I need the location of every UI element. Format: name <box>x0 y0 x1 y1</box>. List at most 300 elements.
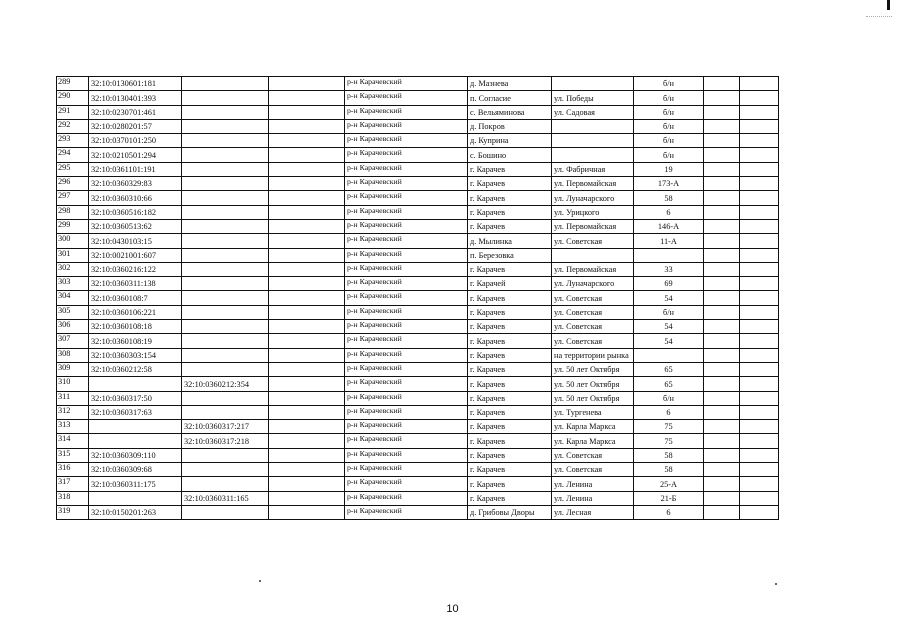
empty-cell <box>704 91 740 105</box>
empty-cell <box>704 420 740 434</box>
related-cadastral-number-cell <box>182 320 269 334</box>
related-cadastral-number-cell <box>182 505 269 519</box>
house-number-cell <box>634 348 704 362</box>
empty-cell <box>269 277 345 291</box>
row-number-cell: 316 <box>57 463 89 477</box>
row-number-cell: 293 <box>57 134 89 148</box>
street-cell: ул. Луначарского <box>552 191 634 205</box>
row-number-cell: 319 <box>57 505 89 519</box>
district-cell: р-н Карачевский <box>345 291 468 305</box>
empty-cell <box>269 305 345 319</box>
empty-cell <box>704 148 740 162</box>
cadastral-number-cell: 32:10:0430103:15 <box>89 234 182 248</box>
row-number-cell: 317 <box>57 477 89 491</box>
cadastral-number-cell: 32:10:0360310:66 <box>89 191 182 205</box>
row-number-cell: 311 <box>57 391 89 405</box>
empty-cell <box>740 134 779 148</box>
empty-cell <box>704 177 740 191</box>
locality-cell: г. Карачев <box>468 477 552 491</box>
house-number-cell: 6 <box>634 505 704 519</box>
locality-cell: г. Карачев <box>468 448 552 462</box>
empty-cell <box>740 191 779 205</box>
empty-cell <box>740 348 779 362</box>
related-cadastral-number-cell <box>182 105 269 119</box>
related-cadastral-number-cell <box>182 119 269 133</box>
locality-cell: п. Березовка <box>468 248 552 262</box>
page-number: 10 <box>446 603 459 615</box>
locality-cell: г. Карачев <box>468 291 552 305</box>
registry-table <box>56 76 779 520</box>
district-cell: р-н Карачевский <box>345 362 468 376</box>
empty-cell <box>740 119 779 133</box>
street-cell: ул. Первомайская <box>552 262 634 276</box>
street-cell <box>552 119 634 133</box>
empty-cell <box>704 362 740 376</box>
district-cell: р-н Карачевский <box>345 420 468 434</box>
street-cell: ул. Советская <box>552 334 634 348</box>
house-number-cell: 11-А <box>634 234 704 248</box>
scan-speck <box>259 580 261 582</box>
empty-cell <box>740 420 779 434</box>
district-cell: р-н Карачевский <box>345 77 468 91</box>
district-cell: р-н Карачевский <box>345 477 468 491</box>
empty-cell <box>704 277 740 291</box>
empty-cell <box>740 334 779 348</box>
empty-cell <box>704 334 740 348</box>
district-cell: р-н Карачевский <box>345 162 468 176</box>
empty-cell <box>269 491 345 505</box>
empty-cell <box>269 105 345 119</box>
empty-cell <box>269 262 345 276</box>
row-number-cell: 297 <box>57 191 89 205</box>
cadastral-number-cell: 32:10:0360303:154 <box>89 348 182 362</box>
cadastral-number-cell: 32:10:0361101:191 <box>89 162 182 176</box>
house-number-cell: 54 <box>634 291 704 305</box>
cadastral-number-cell: 32:10:0021001:607 <box>89 248 182 262</box>
cadastral-number-cell: 32:10:0360212:58 <box>89 362 182 376</box>
related-cadastral-number-cell <box>182 191 269 205</box>
row-number-cell: 303 <box>57 277 89 291</box>
row-number-cell: 312 <box>57 405 89 419</box>
district-cell: р-н Карачевский <box>345 305 468 319</box>
empty-cell <box>740 362 779 376</box>
empty-cell <box>269 291 345 305</box>
house-number-cell: 19 <box>634 162 704 176</box>
table-row <box>57 505 779 519</box>
related-cadastral-number-cell <box>182 448 269 462</box>
row-number-cell: 302 <box>57 262 89 276</box>
locality-cell: г. Карачев <box>468 491 552 505</box>
empty-cell <box>269 148 345 162</box>
empty-cell <box>269 191 345 205</box>
district-cell: р-н Карачевский <box>345 491 468 505</box>
empty-cell <box>704 219 740 233</box>
row-number-cell: 307 <box>57 334 89 348</box>
house-number-cell: 69 <box>634 277 704 291</box>
cadastral-number-cell: 32:10:0360309:110 <box>89 448 182 462</box>
empty-cell <box>704 405 740 419</box>
empty-cell <box>704 491 740 505</box>
table-row <box>57 477 779 491</box>
empty-cell <box>704 391 740 405</box>
empty-cell <box>740 277 779 291</box>
empty-cell <box>704 191 740 205</box>
related-cadastral-number-cell <box>182 463 269 477</box>
table-row <box>57 219 779 233</box>
table-row <box>57 105 779 119</box>
related-cadastral-number-cell <box>182 219 269 233</box>
empty-cell <box>269 434 345 448</box>
empty-cell <box>704 463 740 477</box>
district-cell: р-н Карачевский <box>345 219 468 233</box>
street-cell: ул. Первомайская <box>552 219 634 233</box>
related-cadastral-number-cell <box>182 234 269 248</box>
table-row <box>57 305 779 319</box>
street-cell: ул. Тургенева <box>552 405 634 419</box>
empty-cell <box>740 148 779 162</box>
empty-cell <box>704 248 740 262</box>
table-row <box>57 291 779 305</box>
related-cadastral-number-cell: 32:10:0360317:218 <box>182 434 269 448</box>
street-cell <box>552 148 634 162</box>
empty-cell <box>269 77 345 91</box>
related-cadastral-number-cell <box>182 405 269 419</box>
district-cell: р-н Карачевский <box>345 191 468 205</box>
related-cadastral-number-cell: 32:10:0360212:354 <box>182 377 269 391</box>
locality-cell: г. Карачев <box>468 434 552 448</box>
house-number-cell: 33 <box>634 262 704 276</box>
district-cell: р-н Карачевский <box>345 377 468 391</box>
cadastral-number-cell: 32:10:0360106:221 <box>89 305 182 319</box>
cadastral-number-cell: 32:10:0360513:62 <box>89 219 182 233</box>
related-cadastral-number-cell <box>182 334 269 348</box>
street-cell <box>552 77 634 91</box>
empty-cell <box>740 234 779 248</box>
district-cell: р-н Карачевский <box>345 248 468 262</box>
street-cell: ул. Ленина <box>552 491 634 505</box>
house-number-cell: 146-А <box>634 219 704 233</box>
related-cadastral-number-cell: 32:10:0360317:217 <box>182 420 269 434</box>
street-cell: ул. Лесная <box>552 505 634 519</box>
cadastral-number-cell: 32:10:0130401:393 <box>89 91 182 105</box>
district-cell: р-н Карачевский <box>345 463 468 477</box>
empty-cell <box>269 91 345 105</box>
table-row <box>57 348 779 362</box>
house-number-cell: 6 <box>634 205 704 219</box>
house-number-cell: 58 <box>634 463 704 477</box>
empty-cell <box>269 320 345 334</box>
house-number-cell: б/н <box>634 305 704 319</box>
row-number-cell: 313 <box>57 420 89 434</box>
empty-cell <box>269 205 345 219</box>
house-number-cell: 75 <box>634 434 704 448</box>
house-number-cell: 6 <box>634 405 704 419</box>
table-row <box>57 405 779 419</box>
district-cell: р-н Карачевский <box>345 405 468 419</box>
empty-cell <box>740 377 779 391</box>
street-cell: ул. 50 лет Октября <box>552 377 634 391</box>
cadastral-number-cell: 32:10:0360216:122 <box>89 262 182 276</box>
house-number-cell: б/н <box>634 391 704 405</box>
cadastral-number-cell: 32:10:0280201:57 <box>89 119 182 133</box>
related-cadastral-number-cell <box>182 391 269 405</box>
scan-speck <box>775 583 777 585</box>
street-cell: ул. Луначарского <box>552 277 634 291</box>
street-cell: ул. Советская <box>552 448 634 462</box>
cadastral-number-cell <box>89 420 182 434</box>
table-row <box>57 420 779 434</box>
locality-cell: д. Куприна <box>468 134 552 148</box>
empty-cell <box>740 463 779 477</box>
empty-cell <box>704 477 740 491</box>
empty-cell <box>740 477 779 491</box>
table-row <box>57 248 779 262</box>
district-cell: р-н Карачевский <box>345 348 468 362</box>
table-row <box>57 320 779 334</box>
locality-cell: г. Карачев <box>468 205 552 219</box>
empty-cell <box>704 77 740 91</box>
empty-cell <box>740 448 779 462</box>
empty-cell <box>704 119 740 133</box>
district-cell: р-н Карачевский <box>345 119 468 133</box>
cadastral-number-cell: 32:10:0360108:18 <box>89 320 182 334</box>
empty-cell <box>269 362 345 376</box>
street-cell: ул. Первомайская <box>552 177 634 191</box>
related-cadastral-number-cell <box>182 305 269 319</box>
locality-cell: д. Мылинка <box>468 234 552 248</box>
locality-cell: г. Карачев <box>468 391 552 405</box>
locality-cell: г. Карачев <box>468 348 552 362</box>
empty-cell <box>704 291 740 305</box>
empty-cell <box>704 448 740 462</box>
cadastral-number-cell: 32:10:0360317:63 <box>89 405 182 419</box>
street-cell: ул. Карла Маркса <box>552 434 634 448</box>
row-number-cell: 296 <box>57 177 89 191</box>
row-number-cell: 310 <box>57 377 89 391</box>
empty-cell <box>269 405 345 419</box>
table-row <box>57 77 779 91</box>
locality-cell: п. Согласие <box>468 91 552 105</box>
table-row <box>57 334 779 348</box>
locality-cell: с. Бошино <box>468 148 552 162</box>
row-number-cell: 306 <box>57 320 89 334</box>
locality-cell: г. Карачев <box>468 305 552 319</box>
related-cadastral-number-cell <box>182 348 269 362</box>
empty-cell <box>740 77 779 91</box>
house-number-cell: б/н <box>634 119 704 133</box>
street-cell: ул. 50 лет Октября <box>552 362 634 376</box>
empty-cell <box>704 205 740 219</box>
empty-cell <box>269 348 345 362</box>
empty-cell <box>269 219 345 233</box>
cadastral-number-cell: 32:10:0360311:138 <box>89 277 182 291</box>
table-row <box>57 134 779 148</box>
street-cell <box>552 248 634 262</box>
district-cell: р-н Карачевский <box>345 320 468 334</box>
empty-cell <box>740 405 779 419</box>
related-cadastral-number-cell <box>182 205 269 219</box>
related-cadastral-number-cell <box>182 148 269 162</box>
empty-cell <box>740 105 779 119</box>
district-cell: р-н Карачевский <box>345 177 468 191</box>
table-row <box>57 191 779 205</box>
related-cadastral-number-cell <box>182 177 269 191</box>
related-cadastral-number-cell <box>182 291 269 305</box>
house-number-cell: б/н <box>634 91 704 105</box>
table-row <box>57 262 779 276</box>
cadastral-number-cell: 32:10:0130601:181 <box>89 77 182 91</box>
house-number-cell: 25-А <box>634 477 704 491</box>
locality-cell: д. Покров <box>468 119 552 133</box>
empty-cell <box>740 91 779 105</box>
empty-cell <box>740 391 779 405</box>
locality-cell: г. Карачев <box>468 362 552 376</box>
street-cell: на территории рынка <box>552 348 634 362</box>
table-row <box>57 177 779 191</box>
house-number-cell: 21-Б <box>634 491 704 505</box>
empty-cell <box>740 291 779 305</box>
table-row <box>57 391 779 405</box>
row-number-cell: 315 <box>57 448 89 462</box>
empty-cell <box>740 491 779 505</box>
house-number-cell: б/н <box>634 77 704 91</box>
locality-cell: г. Карачев <box>468 162 552 176</box>
related-cadastral-number-cell: 32:10:0360311:165 <box>182 491 269 505</box>
house-number-cell: б/н <box>634 105 704 119</box>
street-cell: ул. 50 лет Октября <box>552 391 634 405</box>
cadastral-number-cell: 32:10:0230701:461 <box>89 105 182 119</box>
empty-cell <box>269 334 345 348</box>
house-number-cell: б/н <box>634 148 704 162</box>
locality-cell: г. Карачев <box>468 177 552 191</box>
house-number-cell: 58 <box>634 448 704 462</box>
locality-cell: г. Карачев <box>468 377 552 391</box>
row-number-cell: 299 <box>57 219 89 233</box>
row-number-cell: 309 <box>57 362 89 376</box>
street-cell: ул. Советская <box>552 234 634 248</box>
street-cell: ул. Садовая <box>552 105 634 119</box>
table-row <box>57 277 779 291</box>
related-cadastral-number-cell <box>182 477 269 491</box>
cadastral-number-cell: 32:10:0360317:50 <box>89 391 182 405</box>
cadastral-number-cell: 32:10:0150201:263 <box>89 505 182 519</box>
district-cell: р-н Карачевский <box>345 277 468 291</box>
cadastral-number-cell: 32:10:0360329:83 <box>89 177 182 191</box>
table-row <box>57 119 779 133</box>
empty-cell <box>269 177 345 191</box>
row-number-cell: 298 <box>57 205 89 219</box>
table-row <box>57 463 779 477</box>
empty-cell <box>269 119 345 133</box>
empty-cell <box>269 505 345 519</box>
empty-cell <box>704 434 740 448</box>
locality-cell: г. Карачев <box>468 191 552 205</box>
row-number-cell: 300 <box>57 234 89 248</box>
empty-cell <box>269 134 345 148</box>
house-number-cell: 75 <box>634 420 704 434</box>
row-number-cell: 294 <box>57 148 89 162</box>
table-row <box>57 91 779 105</box>
row-number-cell: 301 <box>57 248 89 262</box>
empty-cell <box>704 134 740 148</box>
cadastral-number-cell <box>89 434 182 448</box>
empty-cell <box>269 248 345 262</box>
locality-cell: с. Вельяминова <box>468 105 552 119</box>
street-cell: ул. Советская <box>552 291 634 305</box>
row-number-cell: 304 <box>57 291 89 305</box>
table-row <box>57 148 779 162</box>
district-cell: р-н Карачевский <box>345 148 468 162</box>
table-row <box>57 434 779 448</box>
empty-cell <box>704 162 740 176</box>
empty-cell <box>740 305 779 319</box>
empty-cell <box>740 262 779 276</box>
empty-cell <box>740 248 779 262</box>
related-cadastral-number-cell <box>182 91 269 105</box>
related-cadastral-number-cell <box>182 134 269 148</box>
empty-cell <box>740 505 779 519</box>
empty-cell <box>740 205 779 219</box>
district-cell: р-н Карачевский <box>345 234 468 248</box>
street-cell: ул. Победы <box>552 91 634 105</box>
district-cell: р-н Карачевский <box>345 262 468 276</box>
empty-cell <box>269 391 345 405</box>
empty-cell <box>740 162 779 176</box>
empty-cell <box>704 262 740 276</box>
related-cadastral-number-cell <box>182 77 269 91</box>
row-number-cell: 292 <box>57 119 89 133</box>
district-cell: р-н Карачевский <box>345 205 468 219</box>
row-number-cell: 290 <box>57 91 89 105</box>
district-cell: р-н Карачевский <box>345 91 468 105</box>
house-number-cell: 54 <box>634 334 704 348</box>
street-cell: ул. Советская <box>552 305 634 319</box>
scan-corner-dots <box>866 16 892 17</box>
locality-cell: г. Карачев <box>468 420 552 434</box>
empty-cell <box>704 305 740 319</box>
locality-cell: г. Карачев <box>468 262 552 276</box>
house-number-cell: 65 <box>634 377 704 391</box>
cadastral-number-cell: 32:10:0210501:294 <box>89 148 182 162</box>
street-cell: ул. Ленина <box>552 477 634 491</box>
cadastral-number-cell: 32:10:0360108:19 <box>89 334 182 348</box>
row-number-cell: 314 <box>57 434 89 448</box>
street-cell: ул. Урицкого <box>552 205 634 219</box>
table-row <box>57 448 779 462</box>
street-cell <box>552 134 634 148</box>
table-row <box>57 234 779 248</box>
locality-cell: г. Карачев <box>468 405 552 419</box>
empty-cell <box>269 162 345 176</box>
district-cell: р-н Карачевский <box>345 134 468 148</box>
empty-cell <box>740 219 779 233</box>
row-number-cell: 318 <box>57 491 89 505</box>
district-cell: р-н Карачевский <box>345 505 468 519</box>
house-number-cell: 173-А <box>634 177 704 191</box>
house-number-cell <box>634 248 704 262</box>
empty-cell <box>704 234 740 248</box>
row-number-cell: 291 <box>57 105 89 119</box>
cadastral-number-cell: 32:10:0370101:250 <box>89 134 182 148</box>
house-number-cell: 54 <box>634 320 704 334</box>
empty-cell <box>269 377 345 391</box>
house-number-cell: 58 <box>634 191 704 205</box>
empty-cell <box>704 105 740 119</box>
table-row <box>57 362 779 376</box>
empty-cell <box>269 420 345 434</box>
row-number-cell: 289 <box>57 77 89 91</box>
house-number-cell: б/н <box>634 134 704 148</box>
